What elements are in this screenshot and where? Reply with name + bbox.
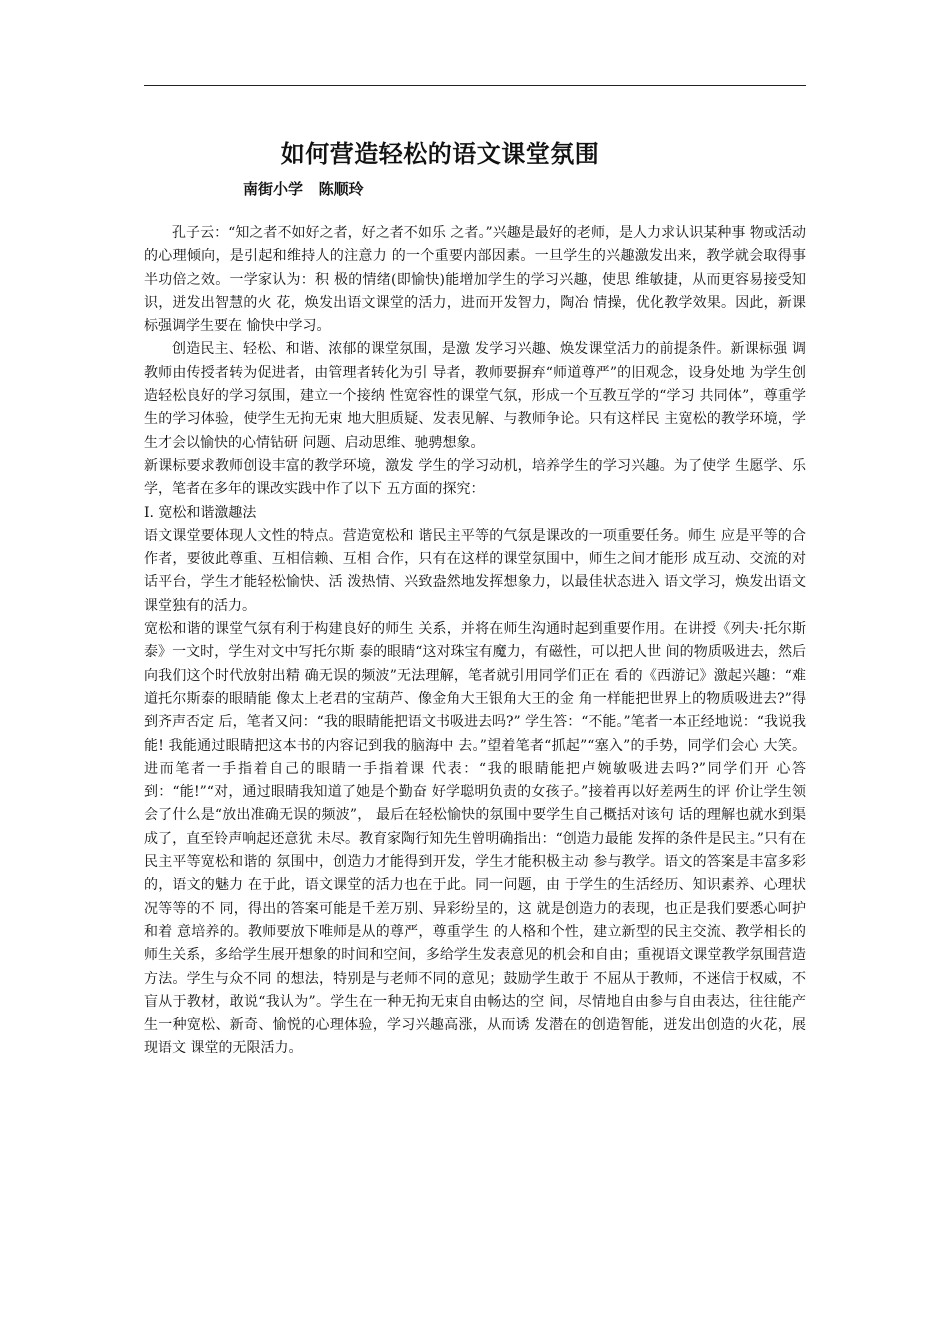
paragraph-democracy: 创造民主、轻松、和谐、浓郁的课堂氛围，是激 发学习兴趣、焕发课堂活力的前提条件。新课标强 调教师由传授者转为促进者，由管理者转化为引 导者，教师要摒弃“师道尊严”的旧观念，设身处地 为学生创造轻松良好的学习氛围，建立一个接纳 性宽容性的课堂气氛，形成一个互教互学的“学习 共同体”，尊重学生的学习体验，使学生无拘无束 地大胆质疑、发表见解、与教师争论。只有这样民 主宽松的教学环境，学生才会以愉快的心情钻研 问题、启动思维、驰骋想象。 xyxy=(144,341,806,451)
paragraph-requirements: 新课标要求教师创设丰富的教学环境，激发 学生的学习动机，培养学生的学习兴趣。为了使学 生愿学、乐学，笔者在多年的课改实践中作了以下 五方面的探究： xyxy=(144,457,806,498)
section-heading: I. 宽松和谐激趣法 xyxy=(144,504,257,521)
document-body xyxy=(144,222,806,1061)
paragraph-humanistic: 语文课堂要体现人文性的特点。营造宽松和 谐民主平等的气氛是课改的一项重要任务。师生 应是平等的合作者，要彼此尊重、互相信赖、互相 合作，只有在这样的课堂氛围中，师生之间才能形 成互动、交流的对话平台，学生才能轻松愉快、活 泼热情、兴致盎然地发挥想象力，以最佳状态进入 语文学习，焕发出语文课堂独有的活力。 xyxy=(144,527,806,614)
header-rule xyxy=(144,85,806,86)
paragraph-example: 宽松和谐的课堂气氛有利于构建良好的师生 关系，并将在师生沟通时起到重要作用。在讲授《列夫·托尔斯泰》一文时，学生对文中写托尔斯 泰的眼睛“这对珠宝有魔力，有磁性，可以把人世 间的物质吸进去，然后向我们这个时代放射出精 确无误的频波”无法理解，笔者就引用同学们正在 看的《西游记》激起兴趣：“难道托尔斯泰的眼睛能 像太上老君的宝葫芦、像金角大王银角大王的金 角一样能把世界上的物质吸进去?”得到齐声否定 后，笔者又问：“我的眼睛能把语文书吸进去吗?” 学生答：“不能。”笔者一本正经地说：“我说我能! 我能通过眼睛把这本书的内容记到我的脑海中 去。”望着笔者“抓起”“塞入”的手势，同学们会心 大笑。进而笔者一手指着自己的眼睛一手指着课 代表：“我的眼睛能把卢婉敏吸进去吗?”同学们开 心答到：“能!”“对，通过眼睛我知道了她是个勤奋 好学聪明负责的女孩子。”接着再以好差两生的评 价让学生领会了什么是“放出准确无误的频波”， 最后在轻松愉快的氛围中要学生自己概括对该句 话的理解也就水到渠成了，直至铃声响起还意犹 未尽。教育家陶行知先生曾明确指出：“创造力最能 发挥的条件是民主。”只有在民主平等宽松和谐的 氛围中，创造力才能得到开发，学生才能积极主动 参与教学。语文的答案是丰富多彩的，语文的魅力 在于此，语文课堂的活力也在于此。同一问题，由 于学生的生活经历、知识素养、心理状况等等的不 同，得出的答案可能是千差万别、异彩纷呈的，这 就是创造力的表现，也正是我们要悉心呵护和着 意培养的。教师要放下唯师是从的尊严，尊重学生 的人格和个性，建立新型的民主交流、教学相长的 师生关系，多给学生展开想象的时间和空间，多给学生发表意见的机会和自由；重视语文课堂教学氛围营造方法。学生与众不同 的想法，特别是与老师不同的意见；鼓励学生敢于 不屈从于教师，不迷信于权威，不盲从于教材，敢说“我认为”。学生在一种无拘无束自由畅达的空 间，尽情地自由参与自由表达，往往能产生一种宽松、新奇、愉悦的心理体验，学习兴趣高涨，从而诱 发潜在的创造智能，迸发出创造的火花，展现语文 课堂的无限活力。 xyxy=(144,621,806,1057)
document-title: 如何营造轻松的语文课堂氛围 xyxy=(280,140,600,168)
paragraph-intro: 孔子云：“知之者不如好之者，好之者不如乐 之者。”兴趣是最好的老师，是人力求认识某种事 物或活动的心理倾向，是引起和维持人的注意力 的一个重要内部因素。一旦学生的兴趣激发出来，教学就会取得事半功倍之效。一学家认为：积 极的情绪(即愉快)能增加学生的学习兴趣，使思 维敏捷，从而更容易接受知识，迸发出智慧的火 花，焕发出语文课堂的活力，进而开发智力，陶冶 情操，优化教学效果。因此，新课标强调学生要在 愉快中学习。 xyxy=(144,225,806,335)
author-line: 南街小学 陈顺玲 xyxy=(243,180,364,198)
